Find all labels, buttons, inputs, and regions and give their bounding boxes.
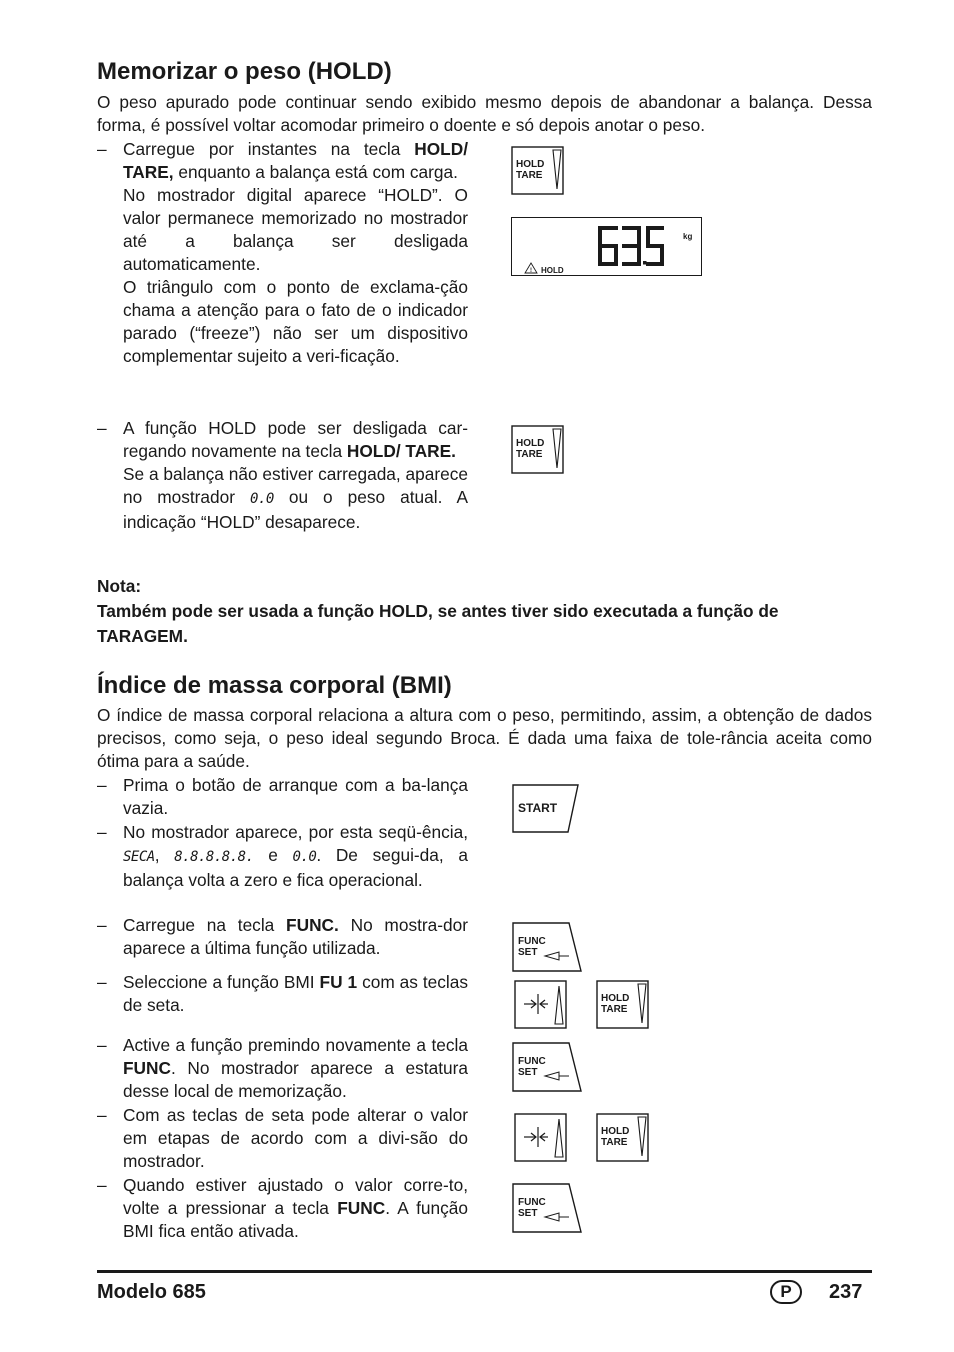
key-label-tare: TARE: [516, 449, 543, 460]
text-span: Carregue na tecla: [123, 915, 287, 935]
text-span: Active a função premindo novamente a tecla: [123, 1035, 468, 1055]
text-span: No mostrador aparece, por esta seqü-ência,: [123, 822, 468, 842]
arrow-key: [514, 1113, 566, 1163]
key-label-set: SET: [518, 947, 538, 958]
hold-step-1-warning-note: O triângulo com o ponto de exclama-ção chama a atenção para o fato de o indicador parado (“freeze”) não ser um dispositivo complementar sujeito a veri-ficação.: [123, 277, 468, 366]
hold-step-1-display-note: No mostrador digital aparece “HOLD”. O valor permanece memorizado no mostrador até a balança ser desligada automaticamente.: [123, 185, 468, 274]
text-span: A função HOLD pode ser desligada car-regando novamente na tecla: [123, 418, 468, 461]
key-label-func: FUNC: [518, 1197, 546, 1208]
func-set-key: [511, 1183, 583, 1233]
bmi-step-6: [97, 1104, 468, 1173]
start-key: [511, 784, 581, 834]
lcd-seca: SECA: [123, 849, 155, 865]
hold-tare-key: [596, 1113, 648, 1163]
lcd-zero: 0.0: [250, 491, 274, 507]
key-name-func: FUNC: [123, 1058, 171, 1078]
bmi-step-4-text: [123, 971, 468, 1017]
text-span: No mostra-dor aparece a última função utilizada.: [123, 915, 468, 958]
text-span: ou o peso atual. A indicação “HOLD” desaparece.: [123, 487, 468, 532]
key-name-func: FUNC.: [286, 915, 339, 935]
hold-tare-key: [511, 425, 563, 475]
bmi-step-4: [97, 971, 468, 1017]
hold-tare-key: [511, 146, 563, 196]
bmi-step-7-text: [123, 1174, 468, 1243]
list-dash: –: [97, 822, 107, 842]
key-name-func: FUNC: [337, 1198, 386, 1218]
footer-rule: [97, 1270, 872, 1273]
bmi-step-3: [97, 914, 468, 960]
bmi-step-1-text: Prima o botão de arranque com a ba-lança vazia.: [123, 775, 468, 818]
key-label-tare: TARE: [516, 170, 543, 181]
list-dash: –: [97, 972, 107, 992]
key-label-hold: HOLD: [516, 438, 545, 449]
hold-intro: O peso apurado pode continuar sendo exibido mesmo depois de abandonar a balança. Dessa forma, é possível voltar acomodar primeiro o doente e só depois anotar o peso.: [97, 92, 872, 135]
key-label-start: START: [518, 801, 558, 815]
text-span: Seleccione a função BMI: [123, 972, 320, 992]
hold-step-1: [97, 138, 468, 368]
bmi-step-5: [97, 1034, 468, 1103]
func-set-key: [511, 1042, 583, 1092]
display-digits: [512, 218, 703, 277]
key-label-tare: TARE: [601, 1004, 628, 1015]
hold-step-2-note: [123, 463, 468, 534]
text-span: Quando estiver ajustado o valor corre-to, volte a pressionar a tecla: [123, 1175, 468, 1218]
key-label-func: FUNC: [518, 936, 546, 947]
hold-step-2: [97, 417, 468, 534]
display-hold-label: HOLD: [541, 266, 564, 275]
bmi-step-7: [97, 1174, 468, 1243]
warning-triangle-icon: [525, 263, 537, 274]
arrow-left-right-icon: [514, 1113, 568, 1163]
lcd-zero: 0.0: [292, 849, 317, 865]
key-label-hold: HOLD: [601, 1126, 630, 1137]
text-span: . De segui-da, a balança volta a zero e fica operacional.: [123, 845, 469, 890]
bmi-intro: O índice de massa corporal relaciona a altura com o peso, permitindo, assim, a obtenção de dados precisos, como seja, o peso ideal segundo Broca. É dada uma faixa de tole-rância aceita como ótima para a saúde.: [97, 705, 872, 771]
text-span: . No mostrador aparece a estatura desse local de memorização.: [123, 1058, 468, 1101]
key-name-hold-tare: HOLD/ TARE.: [346, 441, 456, 461]
list-dash: –: [97, 915, 107, 935]
svg-text:!: !: [530, 268, 532, 274]
note-text: Também pode ser usada a função HOLD, se antes tiver sido executada a função de TARAGEM.: [97, 601, 779, 646]
key-label-tare: TARE: [601, 1137, 628, 1148]
hold-tare-key: [596, 980, 648, 1030]
text-span: enquanto a balança está com carga.: [173, 162, 458, 182]
key-label-func: FUNC: [518, 1056, 546, 1067]
hold-step-2-text: [123, 417, 468, 463]
note-label: Nota:: [97, 576, 142, 596]
list-dash: –: [97, 418, 107, 438]
key-label-set: SET: [518, 1067, 538, 1078]
list-dash: –: [97, 1105, 107, 1125]
text-span: com as teclas de seta.: [123, 972, 468, 1015]
list-dash: –: [97, 1035, 107, 1055]
func-set-key: [511, 922, 583, 972]
key-name-hold-tare: HOLD/ TARE,: [123, 139, 468, 182]
list-dash: –: [97, 139, 107, 159]
bmi-step-6-text: Com as teclas de seta pode alterar o valor em etapas de acordo com a divi-são do mostrador.: [123, 1105, 468, 1171]
text-span: e: [253, 845, 293, 865]
lcd-segments-test: 8.8.8.8.8.: [174, 849, 254, 865]
text-span: ,: [154, 845, 175, 865]
text-span: . A função BMI fica então ativada.: [123, 1198, 468, 1241]
display-unit: kg: [683, 232, 693, 241]
page-number: 237: [829, 1281, 863, 1303]
function-name-fu1: FU 1: [319, 972, 358, 992]
bmi-step-2: [97, 821, 468, 892]
bmi-step-3-text: [123, 914, 468, 960]
text-span: Carregue por instantes na tecla: [123, 139, 415, 159]
bmi-step-2-text: [123, 821, 468, 892]
footer-model: Modelo 685: [97, 1281, 206, 1303]
key-label-hold: HOLD: [601, 993, 630, 1004]
hold-step-1-text: [123, 138, 468, 184]
section-title-bmi: Índice de massa corporal (BMI): [97, 672, 452, 699]
arrow-left-right-icon: [514, 980, 568, 1030]
list-dash: –: [97, 775, 107, 795]
list-dash: –: [97, 1175, 107, 1195]
section-title-hold: Memorizar o peso (HOLD): [97, 58, 392, 85]
bmi-step-5-text: [123, 1034, 468, 1103]
text-span: Se a balança não estiver carregada, aparece no mostrador: [123, 464, 468, 507]
language-badge: P: [770, 1280, 802, 1304]
arrow-key: [514, 980, 566, 1030]
key-label-hold: HOLD: [516, 159, 545, 170]
weight-display: [511, 217, 702, 276]
bmi-step-1: [97, 774, 468, 820]
key-label-set: SET: [518, 1208, 538, 1219]
